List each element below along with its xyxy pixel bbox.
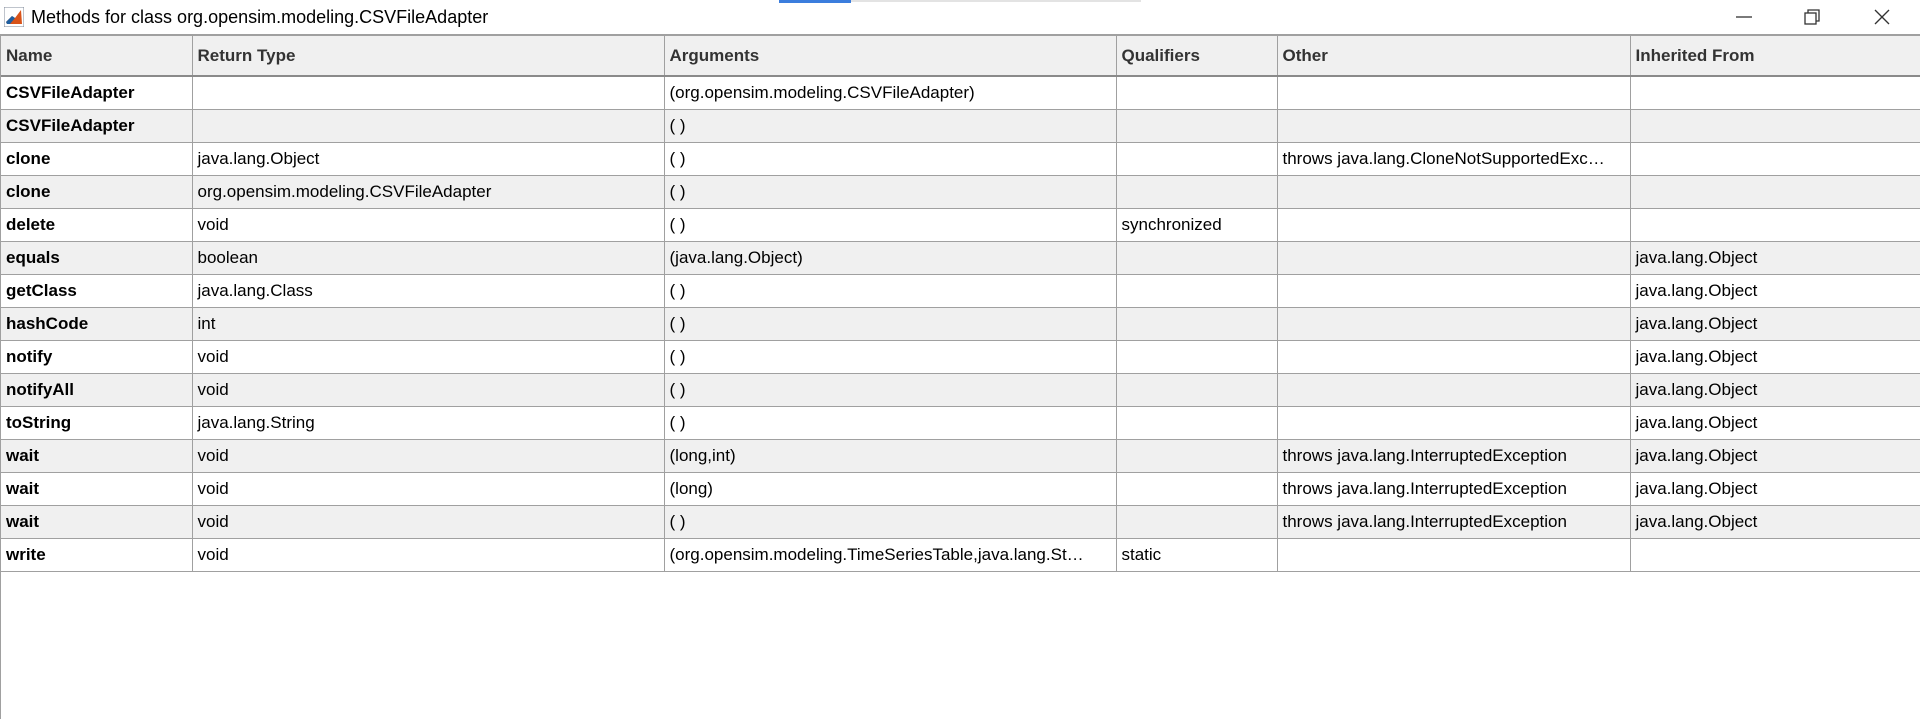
cell-other[interactable] — [1277, 341, 1630, 374]
cell-inherited-from[interactable] — [1630, 110, 1920, 143]
table-row[interactable] — [1, 143, 1920, 176]
table-row[interactable] — [1, 539, 1920, 572]
cell-other[interactable] — [1277, 176, 1630, 209]
close-icon — [1872, 7, 1892, 27]
cell-name[interactable]: clone — [1, 143, 192, 176]
cell-inherited-from[interactable]: java.lang.Object — [1630, 242, 1920, 275]
minimize-icon — [1734, 7, 1754, 27]
cell-arguments[interactable]: ( ) — [664, 374, 1116, 407]
cell-qualifiers[interactable] — [1116, 506, 1277, 539]
cell-other[interactable]: throws java.lang.InterruptedException — [1277, 473, 1630, 506]
column-header-arguments[interactable]: Arguments — [664, 36, 1116, 77]
minimize-button[interactable] — [1710, 0, 1778, 34]
column-header-qualifiers[interactable]: Qualifiers — [1116, 36, 1277, 77]
cell-return-type[interactable]: void — [192, 440, 664, 473]
cell-inherited-from[interactable]: java.lang.Object — [1630, 374, 1920, 407]
cell-arguments[interactable]: ( ) — [664, 341, 1116, 374]
cell-name[interactable]: equals — [1, 242, 192, 275]
cell-name[interactable]: hashCode — [1, 308, 192, 341]
cell-qualifiers[interactable] — [1116, 440, 1277, 473]
cell-return-type[interactable]: void — [192, 506, 664, 539]
table-row[interactable] — [1, 209, 1920, 242]
cell-other[interactable] — [1277, 407, 1630, 440]
table-row[interactable] — [1, 473, 1920, 506]
cell-other[interactable] — [1277, 209, 1630, 242]
cell-other[interactable] — [1277, 374, 1630, 407]
cell-return-type[interactable]: java.lang.String — [192, 407, 664, 440]
cell-arguments[interactable]: ( ) — [664, 506, 1116, 539]
cell-qualifiers[interactable] — [1116, 473, 1277, 506]
cell-inherited-from[interactable]: java.lang.Object — [1630, 341, 1920, 374]
cell-return-type[interactable]: void — [192, 539, 664, 572]
cell-qualifiers[interactable] — [1116, 176, 1277, 209]
cell-arguments[interactable]: ( ) — [664, 275, 1116, 308]
table-row[interactable] — [1, 374, 1920, 407]
cell-return-type[interactable]: org.opensim.modeling.CSVFileAdapter — [192, 176, 664, 209]
cell-return-type[interactable]: boolean — [192, 242, 664, 275]
cell-return-type[interactable] — [192, 110, 664, 143]
cell-inherited-from[interactable]: java.lang.Object — [1630, 275, 1920, 308]
cell-qualifiers[interactable] — [1116, 242, 1277, 275]
column-header-name[interactable]: Name — [1, 36, 192, 77]
table-row[interactable] — [1, 506, 1920, 539]
cell-name[interactable]: CSVFileAdapter — [1, 76, 192, 110]
cell-other[interactable] — [1277, 242, 1630, 275]
restore-button[interactable] — [1778, 0, 1846, 34]
cell-inherited-from[interactable] — [1630, 176, 1920, 209]
cell-inherited-from[interactable]: java.lang.Object — [1630, 308, 1920, 341]
cell-name[interactable]: clone — [1, 176, 192, 209]
table-row[interactable] — [1, 110, 1920, 143]
cell-qualifiers[interactable]: synchronized — [1116, 209, 1277, 242]
cell-return-type[interactable]: void — [192, 209, 664, 242]
cell-name[interactable]: wait — [1, 506, 192, 539]
cell-other[interactable] — [1277, 110, 1630, 143]
cell-qualifiers[interactable] — [1116, 374, 1277, 407]
cell-other[interactable] — [1277, 76, 1630, 110]
cell-other[interactable] — [1277, 539, 1630, 572]
cell-qualifiers[interactable] — [1116, 275, 1277, 308]
cell-return-type[interactable] — [192, 76, 664, 110]
cell-qualifiers[interactable] — [1116, 308, 1277, 341]
cell-return-type[interactable]: java.lang.Class — [192, 275, 664, 308]
matlab-icon[interactable] — [4, 7, 24, 27]
table-row[interactable] — [1, 308, 1920, 341]
cell-inherited-from[interactable] — [1630, 143, 1920, 176]
cell-return-type[interactable]: java.lang.Object — [192, 143, 664, 176]
cell-other[interactable] — [1277, 308, 1630, 341]
cell-qualifiers[interactable] — [1116, 341, 1277, 374]
cell-inherited-from[interactable] — [1630, 209, 1920, 242]
restore-icon — [1802, 7, 1822, 27]
cell-arguments[interactable]: (long,int) — [664, 440, 1116, 473]
table-row[interactable] — [1, 76, 1920, 110]
cell-name[interactable]: wait — [1, 440, 192, 473]
cell-other[interactable] — [1277, 275, 1630, 308]
table-header-row — [1, 36, 1920, 77]
cell-inherited-from[interactable]: java.lang.Object — [1630, 407, 1920, 440]
table-row[interactable] — [1, 242, 1920, 275]
cell-name[interactable]: getClass — [1, 275, 192, 308]
title-bar — [0, 0, 1920, 34]
cell-return-type[interactable]: int — [192, 308, 664, 341]
cell-inherited-from[interactable] — [1630, 76, 1920, 110]
table-row[interactable] — [1, 407, 1920, 440]
cell-arguments[interactable]: ( ) — [664, 407, 1116, 440]
cell-other[interactable]: throws java.lang.InterruptedException — [1277, 506, 1630, 539]
cell-arguments[interactable]: ( ) — [664, 209, 1116, 242]
table-row[interactable] — [1, 440, 1920, 473]
cell-arguments[interactable]: ( ) — [664, 176, 1116, 209]
cell-qualifiers[interactable]: static — [1116, 539, 1277, 572]
cell-name[interactable]: notify — [1, 341, 192, 374]
cell-other[interactable]: throws java.lang.InterruptedException — [1277, 440, 1630, 473]
cell-qualifiers[interactable] — [1116, 76, 1277, 110]
column-header-inherited-from[interactable]: Inherited From — [1630, 36, 1920, 77]
cell-arguments[interactable]: ( ) — [664, 308, 1116, 341]
close-button[interactable] — [1848, 0, 1916, 34]
cell-arguments[interactable]: ( ) — [664, 110, 1116, 143]
cell-inherited-from[interactable]: java.lang.Object — [1630, 473, 1920, 506]
cell-arguments[interactable]: (java.lang.Object) — [664, 242, 1116, 275]
cell-arguments[interactable]: ( ) — [664, 143, 1116, 176]
cell-qualifiers[interactable] — [1116, 110, 1277, 143]
cell-name[interactable]: CSVFileAdapter — [1, 110, 192, 143]
cell-name[interactable]: delete — [1, 209, 192, 242]
cell-name[interactable]: notifyAll — [1, 374, 192, 407]
cell-arguments[interactable]: (org.opensim.modeling.TimeSeriesTable,java.lang.St… — [664, 539, 1116, 572]
cell-name[interactable]: write — [1, 539, 192, 572]
cell-inherited-from[interactable]: java.lang.Object — [1630, 440, 1920, 473]
cell-other[interactable]: throws java.lang.CloneNotSupportedExc… — [1277, 143, 1630, 176]
column-header-other[interactable]: Other — [1277, 36, 1630, 77]
cell-qualifiers[interactable] — [1116, 143, 1277, 176]
cell-arguments[interactable]: (long) — [664, 473, 1116, 506]
cell-name[interactable]: toString — [1, 407, 192, 440]
methods-table — [1, 35, 1920, 572]
taskbar-accent — [779, 0, 851, 3]
taskbar-strip — [851, 0, 1141, 2]
window-title: Methods for class org.opensim.modeling.CSVFileAdapter — [31, 7, 489, 27]
cell-arguments[interactable]: (org.opensim.modeling.CSVFileAdapter) — [664, 76, 1116, 110]
cell-inherited-from[interactable]: java.lang.Object — [1630, 506, 1920, 539]
column-header-return-type[interactable]: Return Type — [192, 36, 664, 77]
table-row[interactable] — [1, 341, 1920, 374]
table-row[interactable] — [1, 176, 1920, 209]
cell-inherited-from[interactable] — [1630, 539, 1920, 572]
cell-return-type[interactable]: void — [192, 341, 664, 374]
cell-return-type[interactable]: void — [192, 473, 664, 506]
table-row[interactable] — [1, 275, 1920, 308]
cell-return-type[interactable]: void — [192, 374, 664, 407]
methods-table-container[interactable] — [0, 34, 1920, 719]
cell-qualifiers[interactable] — [1116, 407, 1277, 440]
cell-name[interactable]: wait — [1, 473, 192, 506]
